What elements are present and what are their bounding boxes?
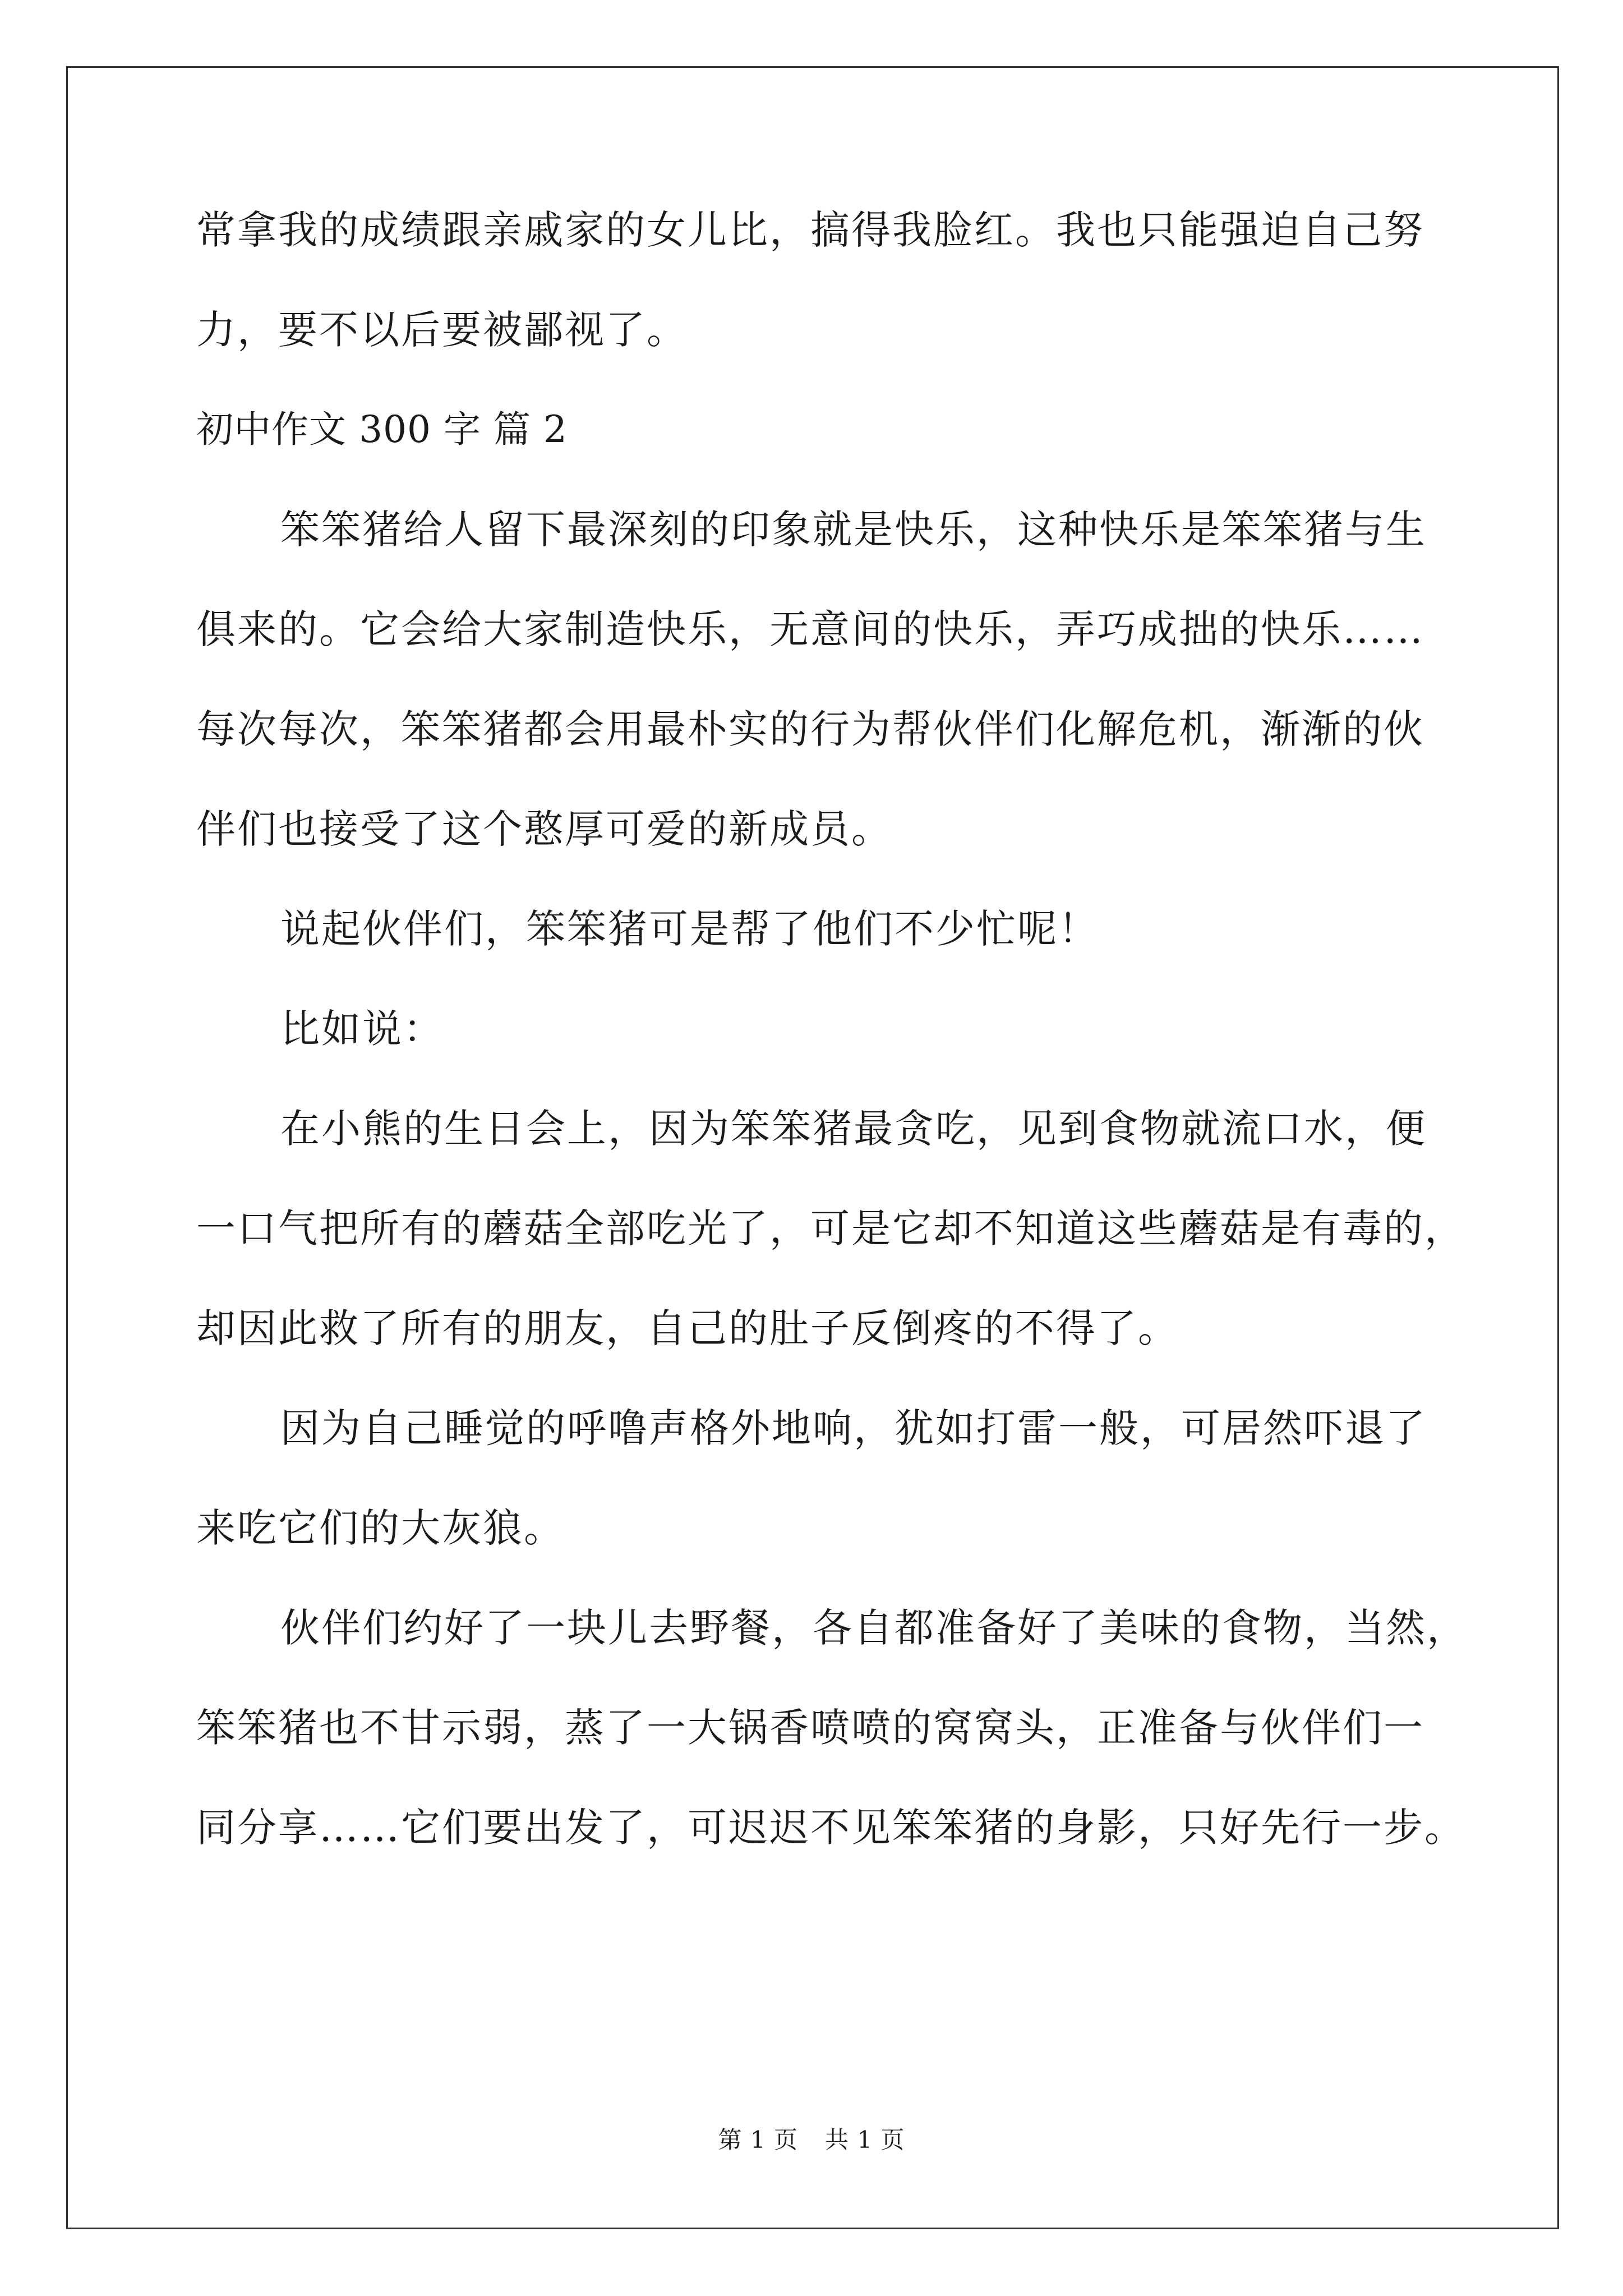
paragraph-line: 笨笨猪给人留下最深刻的印象就是快乐，这种快乐是笨笨猪与生 <box>280 507 1427 553</box>
paragraph-line: 伴们也接受了这个憨厚可爱的新成员。 <box>196 806 892 852</box>
paragraph-line: 因为自己睡觉的呼噜声格外地响，犹如打雷一般，可居然吓退了 <box>280 1405 1427 1451</box>
paragraph-line: 在小熊的生日会上，因为笨笨猪最贪吃，见到食物就流口水，便 <box>280 1106 1427 1152</box>
paragraph-line: 笨笨猪也不甘示弱，蒸了一大锅香喷喷的窝窝头，正准备与伙伴们一 <box>196 1705 1424 1751</box>
paragraph-line: 却因此救了所有的朋友，自己的肚子反倒疼的不得了。 <box>196 1305 1179 1351</box>
paragraph-line: 同分享……它们要出发了，可迟迟不见笨笨猪的身影，只好先行一步。 <box>196 1805 1465 1851</box>
paragraph-line: 伙伴们约好了一块儿去野餐，各自都准备好了美味的食物，当然， <box>280 1605 1468 1651</box>
page-number: 第 1 页 <box>718 2126 798 2154</box>
text-line-1: 常拿我的成绩跟亲戚家的女儿比，搞得我脸红。我也只能强迫自己努 <box>196 207 1424 253</box>
page-count: 共 1 页 <box>825 2126 905 2154</box>
paragraph-line: 俱来的。它会给大家制造快乐，无意间的快乐，弄巧成拙的快乐…… <box>196 606 1424 652</box>
text-line-2: 力，要不以后要被鄙视了。 <box>196 307 688 353</box>
paragraph-line: 每次每次，笨笨猪都会用最朴实的行为帮伙伴们化解危机，渐渐的伙 <box>196 706 1424 752</box>
page-footer <box>0 2123 1623 2157</box>
paragraph-line: 来吃它们的大灰狼。 <box>196 1505 565 1551</box>
paragraph-line: 说起伙伴们，笨笨猪可是帮了他们不少忙呢！ <box>280 906 1099 952</box>
paragraph-line: 比如说： <box>280 1006 444 1052</box>
section-heading: 初中作文 300 字 篇 2 <box>196 408 568 451</box>
paragraph-line: 一口气把所有的蘑菇全部吃光了，可是它却不知道这些蘑菇是有毒的， <box>196 1205 1465 1251</box>
